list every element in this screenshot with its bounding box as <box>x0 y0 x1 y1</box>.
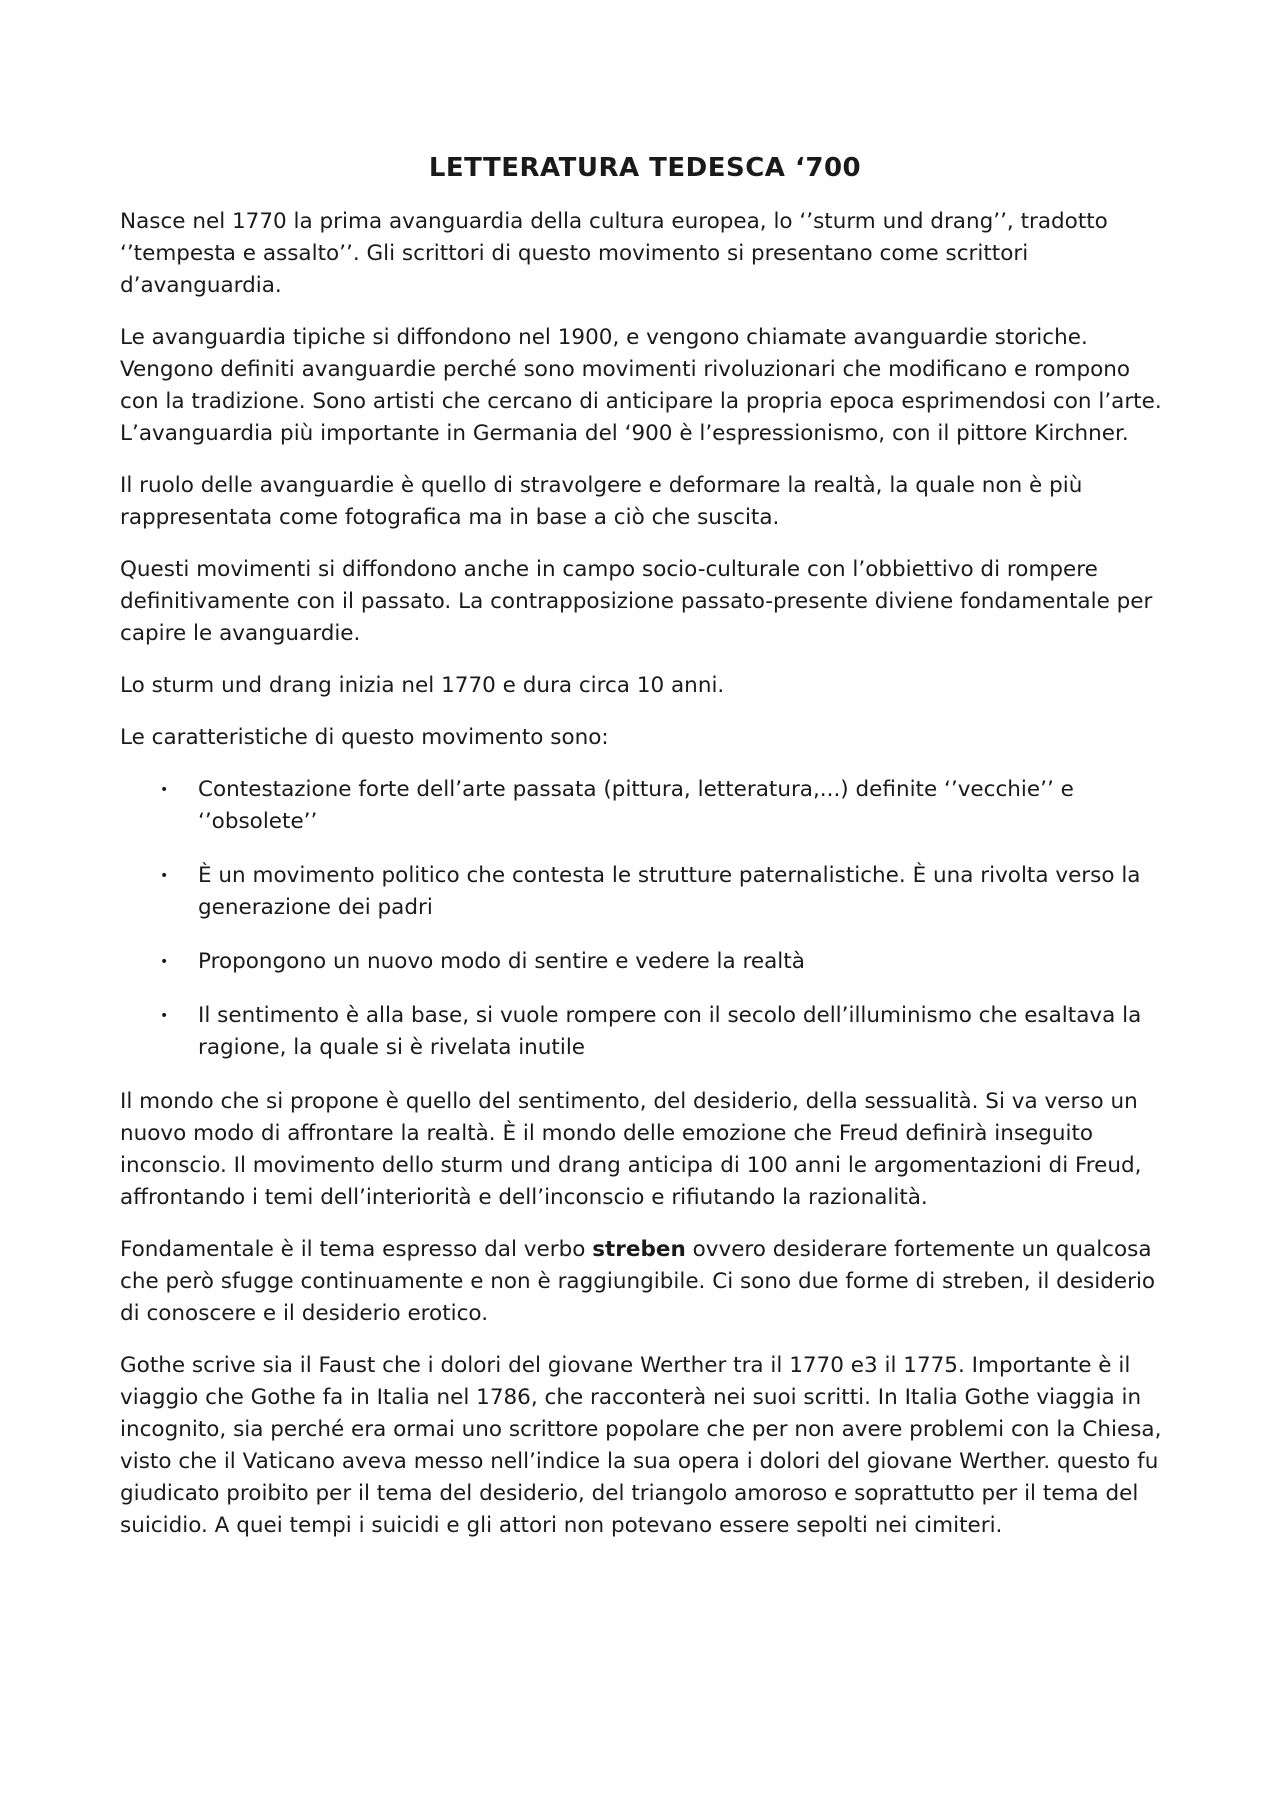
paragraph-gothe: Gothe scrive sia il Faust che i dolori del giovane Werther tra il 1770 e3 il 1775. Importante è il viaggio che Gothe fa in Italia nel 1786, che racconterà nei suoi scritti. In Italia Gothe viaggia in incognito, sia perché era ormai uno scrittore popolare che per non avere problemi con la Chiesa, visto che il Vaticano aveva messo nell’indice la sua opera i dolori del giovane Werther. questo fu giudicato proibito per il tema del desiderio, del triangolo amoroso e soprattutto per il tema del suicidio. A quei tempi i suicidi e gli attori non potevano essere sepolti nei cimiteri. <box>120 1353 1162 1538</box>
bullet-icon: • <box>160 1008 169 1024</box>
document-page <box>120 150 1170 1562</box>
paragraph-intro: Nasce nel 1770 la prima avanguardia della cultura europea, lo ‘’sturm und drang’’, tradotto ‘’tempesta e assalto’’. Gli scrittori di questo movimento si presentano come scrittori d’avanguardia. <box>120 209 1108 298</box>
paragraph-ruolo: Il ruolo delle avanguardie è quello di stravolgere e deformare la realtà, la quale non è più rappresentata come fotografica ma in base a ciò che suscita. <box>120 473 1083 530</box>
paragraph-movimenti: Questi movimenti si diffondono anche in campo socio-culturale con l’obbiettivo di rompere definitivamente con il passato. La contrapposizione passato-presente diviene fondamentale per capire le avanguardie. <box>120 557 1153 646</box>
document-title: LETTERATURA TEDESCA ‘700 <box>428 153 862 183</box>
list-item-text: Il sentimento è alla base, si vuole rompere con il secolo dell’illuminismo che esaltava la ragione, la quale si è rivelata inutile <box>198 1003 1142 1060</box>
paragraph-durata: Lo sturm und drang inizia nel 1770 e dura circa 10 anni. <box>120 673 725 698</box>
paragraph-streben <box>120 1234 1170 1330</box>
paragraph-mondo-sentimento: Il mondo che si propone è quello del sentimento, del desiderio, della sessualità. Si va verso un nuovo modo di affrontare la realtà. È il mondo delle emozione che Freud definirà inseguito inconscio. Il movimento dello sturm und drang anticipa di 100 anni le argomentazioni di Freud, affrontando i temi dell’interiorità e dell’inconscio e rifiutando la razionalità. <box>120 1089 1142 1210</box>
list-item <box>120 1000 1170 1064</box>
paragraph-avanguardie-storiche: Le avanguardia tipiche si diffondono nel 1900, e vengono chiamate avanguardie storiche. Vengono definiti avanguardie perché sono movimenti rivoluzionari che modificano e rompono con la tradizione. Sono artisti che cercano di anticipare la propria epoca esprimendosi con l’arte. L’avanguardia più importante in Germania del ‘900 è l’espressionismo, con il pittore Kirchner. <box>120 325 1162 446</box>
bullet-icon: • <box>160 868 169 884</box>
list-item-text: Contestazione forte dell’arte passata (pittura, letteratura,...) definite ‘’vecchie’’ e ‘’obsolete’’ <box>198 777 1074 834</box>
bullet-icon: • <box>160 954 169 970</box>
streben-text-after: ovvero desiderare fortemente un qualcosa che però sfugge continuamente e non è raggiungibile. Ci sono due forme di streben, il desiderio di conoscere e il desiderio erotico. <box>120 1237 1156 1326</box>
list-item-text: È un movimento politico che contesta le strutture paternalistiche. È una rivolta verso la generazione dei padri <box>198 863 1141 920</box>
list-item-text: Propongono un nuovo modo di sentire e vedere la realtà <box>198 949 805 974</box>
list-item <box>120 946 1170 978</box>
streben-keyword: streben <box>592 1237 686 1262</box>
bullet-icon: • <box>160 782 169 798</box>
paragraph-caratteristiche: Le caratteristiche di questo movimento sono: <box>120 725 609 750</box>
characteristics-list <box>120 774 1170 1064</box>
streben-text-before: Fondamentale è il tema espresso dal verbo <box>120 1237 593 1262</box>
list-item <box>120 774 1170 838</box>
list-item <box>120 860 1170 924</box>
